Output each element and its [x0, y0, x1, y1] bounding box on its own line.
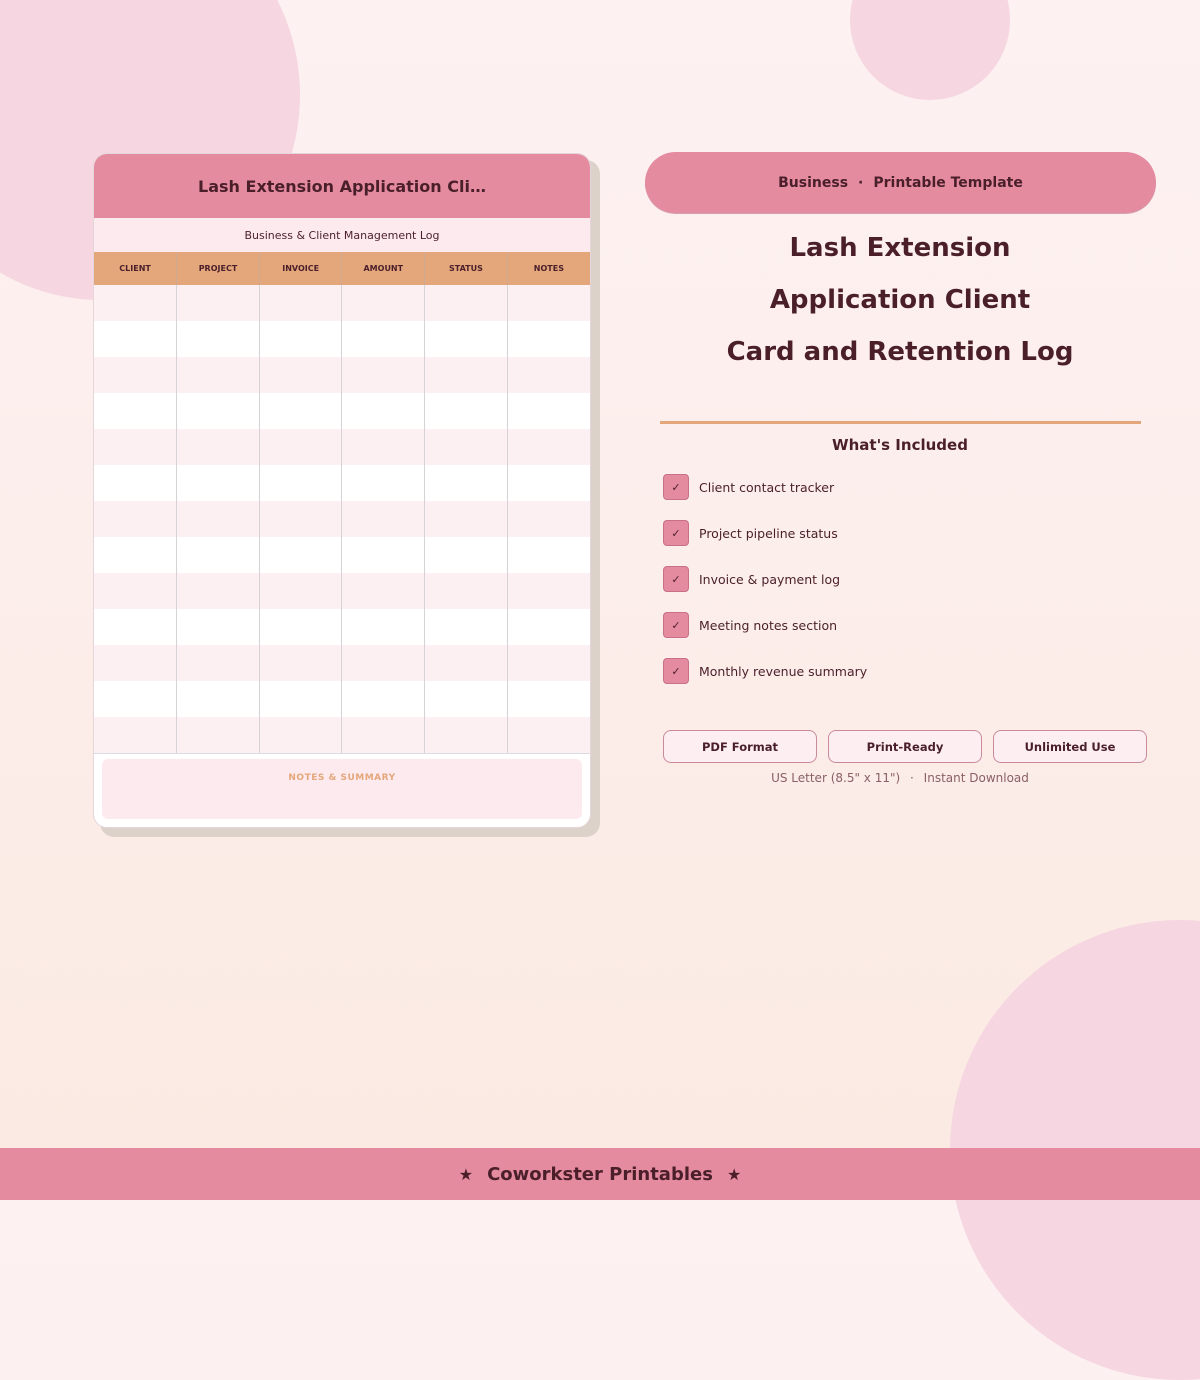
table-cell	[177, 357, 260, 393]
column-header-notes: NOTES	[507, 252, 590, 285]
table-cell	[342, 357, 425, 393]
table-cell	[94, 645, 177, 681]
table-cell	[425, 501, 508, 537]
table-row	[94, 321, 590, 357]
badge-print-ready: Print-Ready	[828, 730, 982, 763]
notes-summary-label: NOTES & SUMMARY	[288, 773, 396, 783]
table-cell	[259, 681, 342, 717]
product-title-line: Application Client	[769, 285, 1031, 315]
table-cell	[342, 429, 425, 465]
table-row	[94, 357, 590, 393]
log-table	[94, 252, 590, 753]
table-cell	[94, 429, 177, 465]
table-row	[94, 717, 590, 753]
table-row	[94, 393, 590, 429]
table-cell	[507, 429, 590, 465]
table-row	[94, 429, 590, 465]
meta-separator: ·	[910, 771, 914, 785]
table-cell	[342, 609, 425, 645]
table-cell	[259, 357, 342, 393]
column-header-project: PROJECT	[177, 252, 260, 285]
included-heading: What's Included	[832, 436, 968, 454]
table-cell	[507, 537, 590, 573]
category-pill	[645, 152, 1156, 213]
feature-item	[663, 566, 840, 592]
document-subtitle: Business & Client Management Log	[94, 218, 590, 252]
category-label: Business	[778, 174, 849, 191]
table-cell	[94, 681, 177, 717]
document-preview	[93, 153, 591, 828]
table-cell	[94, 393, 177, 429]
feature-item	[663, 658, 867, 684]
badge-unlimited-use: Unlimited Use	[993, 730, 1147, 763]
feature-label: Project pipeline status	[699, 525, 838, 541]
table-body	[94, 285, 590, 753]
table-cell	[259, 609, 342, 645]
table-cell	[342, 681, 425, 717]
table-cell	[425, 537, 508, 573]
table-cell	[259, 429, 342, 465]
table-row	[94, 537, 590, 573]
table-cell	[177, 645, 260, 681]
table-cell	[177, 609, 260, 645]
table-header-row	[94, 252, 590, 285]
checkbox-icon: ✓	[663, 658, 689, 684]
table-cell	[94, 285, 177, 321]
table-cell	[507, 609, 590, 645]
table-row	[94, 573, 590, 609]
checkbox-icon: ✓	[663, 566, 689, 592]
table-cell	[94, 537, 177, 573]
table-cell	[177, 321, 260, 357]
document-title: Lash Extension Application Cli…	[198, 176, 486, 196]
table-cell	[177, 717, 260, 753]
star-icon: ★	[458, 1164, 474, 1184]
table-cell	[507, 717, 590, 753]
table-cell	[342, 285, 425, 321]
table-row	[94, 681, 590, 717]
table-cell	[425, 357, 508, 393]
table-row	[94, 501, 590, 537]
table-cell	[177, 465, 260, 501]
table-cell	[507, 645, 590, 681]
notes-summary-box	[102, 759, 582, 819]
table-cell	[94, 573, 177, 609]
table-cell	[425, 465, 508, 501]
table-cell	[94, 609, 177, 645]
delivery-info: Instant Download	[923, 771, 1029, 785]
decorative-circle-top-right	[850, 0, 1010, 100]
table-cell	[342, 573, 425, 609]
table-cell	[425, 321, 508, 357]
feature-item	[663, 520, 838, 546]
table-cell	[425, 285, 508, 321]
product-title	[660, 222, 1140, 378]
table-row	[94, 285, 590, 321]
table-cell	[177, 537, 260, 573]
table-cell	[425, 681, 508, 717]
table-cell	[507, 285, 590, 321]
feature-label: Meeting notes section	[699, 617, 838, 633]
format-info	[660, 771, 1140, 785]
table-cell	[507, 393, 590, 429]
table-cell	[259, 321, 342, 357]
table-cell	[425, 573, 508, 609]
table-cell	[425, 717, 508, 753]
table-cell	[507, 681, 590, 717]
table-row	[94, 609, 590, 645]
table-cell	[342, 645, 425, 681]
feature-label: Monthly revenue summary	[699, 663, 868, 679]
table-cell	[342, 393, 425, 429]
table-cell	[177, 429, 260, 465]
table-cell	[177, 573, 260, 609]
feature-label: Invoice & payment log	[699, 571, 841, 587]
table-cell	[507, 321, 590, 357]
table-cell	[507, 357, 590, 393]
feature-item	[663, 612, 837, 638]
column-header-invoice: INVOICE	[259, 252, 342, 285]
checkbox-icon: ✓	[663, 520, 689, 546]
table-cell	[94, 501, 177, 537]
table-cell	[177, 393, 260, 429]
table-cell	[259, 573, 342, 609]
table-row	[94, 645, 590, 681]
feature-label: Client contact tracker	[699, 479, 835, 495]
table-cell	[177, 681, 260, 717]
table-cell	[259, 645, 342, 681]
table-cell	[177, 285, 260, 321]
table-cell	[342, 321, 425, 357]
badge-pdf-format: PDF Format	[663, 730, 817, 763]
table-cell	[425, 609, 508, 645]
feature-item	[663, 474, 834, 500]
table-cell	[342, 537, 425, 573]
category-separator: ·	[858, 174, 864, 191]
table-cell	[507, 501, 590, 537]
brand-name: Coworkster Printables	[487, 1163, 713, 1185]
table-cell	[94, 321, 177, 357]
paper-size: US Letter (8.5" x 11")	[771, 771, 901, 785]
table-row	[94, 465, 590, 501]
table-cell	[259, 285, 342, 321]
table-cell	[425, 429, 508, 465]
document-header	[94, 154, 590, 218]
column-header-client: CLIENT	[94, 252, 177, 285]
table-cell	[94, 465, 177, 501]
table-cell	[342, 717, 425, 753]
table-cell	[259, 717, 342, 753]
checkbox-icon: ✓	[663, 474, 689, 500]
product-title-line: Card and Retention Log	[726, 337, 1074, 367]
product-title-line: Lash Extension	[789, 233, 1011, 263]
column-header-status: STATUS	[425, 252, 508, 285]
table-cell	[342, 501, 425, 537]
notes-section	[94, 753, 590, 819]
table-cell	[259, 537, 342, 573]
column-header-amount: AMOUNT	[342, 252, 425, 285]
table-cell	[259, 501, 342, 537]
table-cell	[94, 717, 177, 753]
table-cell	[507, 465, 590, 501]
table-cell	[259, 465, 342, 501]
footer-banner	[0, 1148, 1200, 1200]
table-cell	[425, 645, 508, 681]
table-cell	[342, 465, 425, 501]
template-type-label: Printable Template	[873, 174, 1023, 191]
divider	[660, 421, 1141, 424]
star-icon: ★	[726, 1164, 742, 1184]
table-cell	[259, 393, 342, 429]
table-cell	[425, 393, 508, 429]
table-cell	[177, 501, 260, 537]
checkbox-icon: ✓	[663, 612, 689, 638]
table-cell	[507, 573, 590, 609]
table-cell	[94, 357, 177, 393]
